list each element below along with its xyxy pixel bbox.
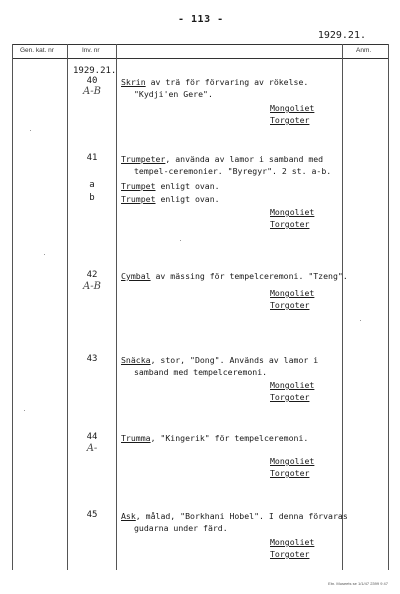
inv-handwritten: A-B bbox=[83, 86, 101, 97]
scan-speck bbox=[44, 254, 45, 255]
description-line-2: tempel-ceremonier. "Byregyr". 2 st. a-b. bbox=[134, 166, 332, 176]
column-rule-1 bbox=[12, 44, 13, 570]
year-header: 1929.21. bbox=[317, 30, 366, 41]
sub-label-a: a bbox=[89, 180, 95, 190]
description-line-1: Cymbal av mässing för tempelceremoni. "Tzeng". bbox=[121, 271, 348, 281]
source-region: Mongoliet bbox=[270, 456, 315, 466]
description-line-1: Ask, målad, "Borkhani Hobel". I denna förvaras bbox=[121, 511, 348, 521]
sub-item-a: Trumpet enligt ovan. bbox=[121, 181, 220, 191]
description-line-1: Trumma, "Kingerik" för tempelceremoni. bbox=[121, 433, 309, 443]
page-number: - 113 - bbox=[178, 14, 224, 25]
description-line-2: "Kydji'en Gere". bbox=[134, 89, 213, 99]
header-gen-kat: Gen. kat. nr bbox=[20, 47, 54, 54]
column-rule-4 bbox=[342, 44, 343, 570]
source-people: Torgoter bbox=[270, 392, 310, 402]
scan-speck bbox=[30, 130, 31, 131]
source-region: Mongoliet bbox=[270, 103, 315, 113]
description-line-1: Trumpeter, använda av lamor i samband med bbox=[121, 154, 324, 164]
source-people: Torgoter bbox=[270, 468, 310, 478]
inv-number: 40 bbox=[86, 76, 98, 86]
sub-item-b: Trumpet enligt ovan. bbox=[121, 194, 220, 204]
source-region: Mongoliet bbox=[270, 207, 315, 217]
header-bottom-rule bbox=[12, 58, 388, 59]
source-region: Mongoliet bbox=[270, 288, 315, 298]
sub-label-b: b bbox=[89, 193, 95, 203]
inv-number: 42 bbox=[86, 270, 98, 280]
scan-speck bbox=[180, 240, 181, 241]
header-anm: Anm. bbox=[356, 47, 372, 54]
source-people: Torgoter bbox=[270, 219, 310, 229]
inv-handwritten: A-B bbox=[83, 281, 101, 292]
inv-number: 41 bbox=[86, 153, 98, 163]
inv-number: 43 bbox=[86, 354, 98, 364]
inv-handwritten: A- bbox=[86, 443, 98, 454]
column-rule-5 bbox=[388, 44, 389, 570]
scan-speck bbox=[24, 410, 25, 411]
description-line-1: Skrin av trä för förvaring av rökelse. bbox=[121, 77, 309, 87]
inv-number: 45 bbox=[86, 510, 98, 520]
source-region: Mongoliet bbox=[270, 380, 315, 390]
inv-number: 44 bbox=[86, 432, 98, 442]
description-line-1: Snäcka, stor, "Dong". Används av lamor i bbox=[121, 355, 319, 365]
source-people: Torgoter bbox=[270, 300, 310, 310]
column-rule-3 bbox=[116, 44, 117, 570]
header-inv: Inv. nr bbox=[82, 47, 100, 54]
year-column-label: 1929.21. bbox=[73, 66, 117, 76]
source-region: Mongoliet bbox=[270, 537, 315, 547]
column-rule-2 bbox=[67, 44, 68, 570]
source-people: Torgoter bbox=[270, 115, 310, 125]
source-people: Torgoter bbox=[270, 549, 310, 559]
print-footer: Etn. Museets se 1/1/47 2399 9 47 bbox=[328, 581, 388, 586]
scan-speck bbox=[360, 320, 361, 321]
description-line-2: samband med tempelceremoni. bbox=[134, 367, 268, 377]
description-line-2: gudarna under färd. bbox=[134, 523, 228, 533]
header-top-rule bbox=[12, 44, 388, 45]
